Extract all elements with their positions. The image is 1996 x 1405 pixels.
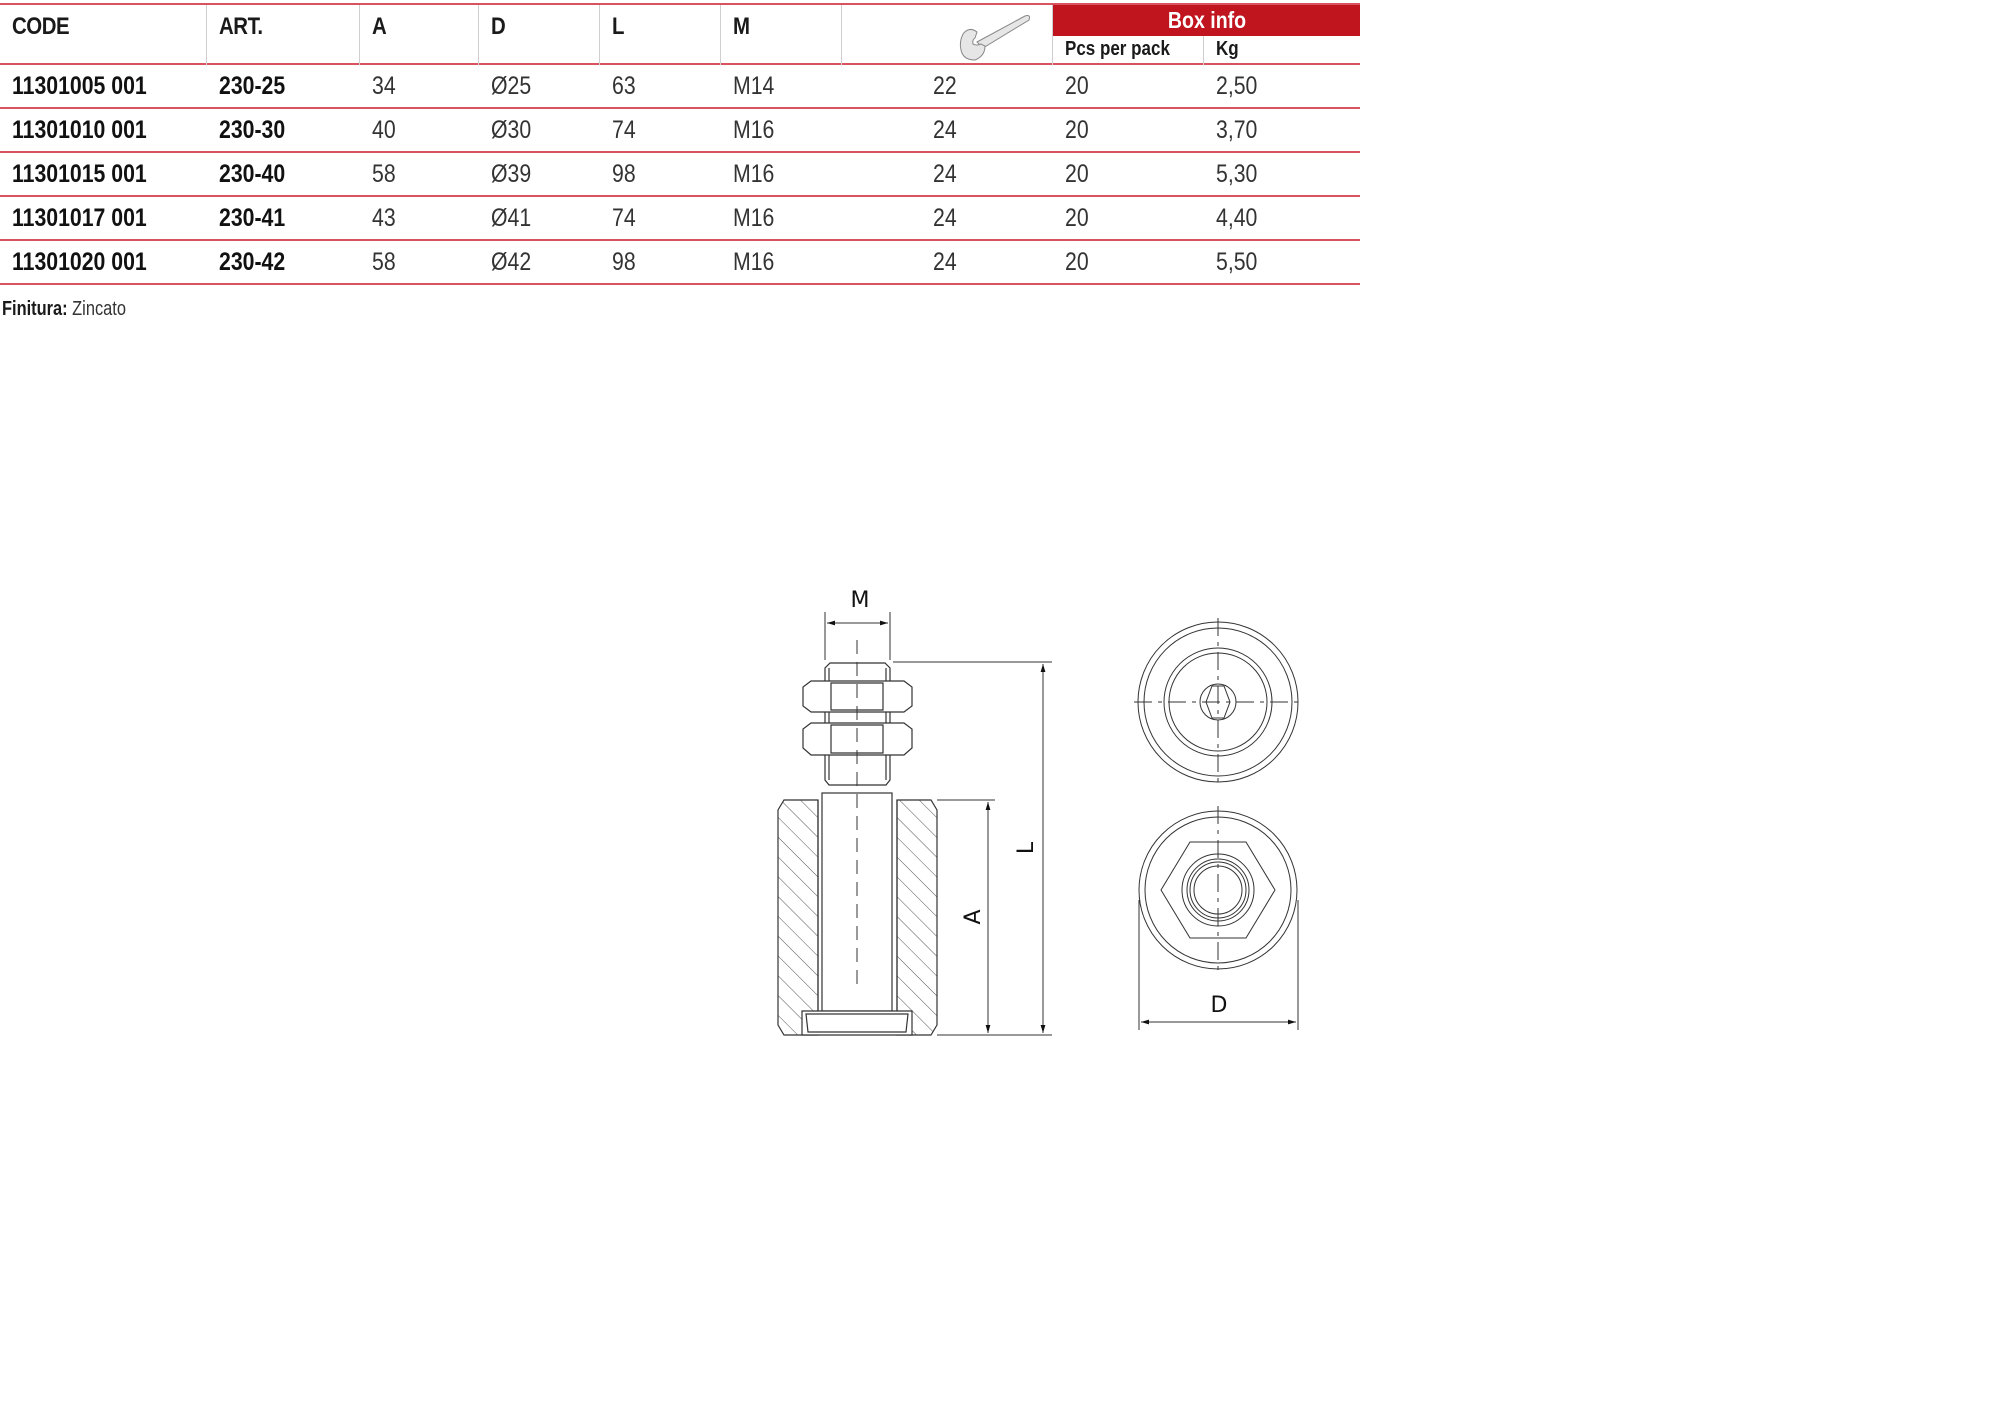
cell-wrench: 22 [933,72,957,100]
cell-a: 43 [372,204,396,232]
cell-art: 230-41 [219,204,286,232]
cell-a: 58 [372,248,396,276]
cell-code: 11301020 001 [12,248,147,276]
cell-m: M16 [733,204,775,232]
top-view [1134,618,1302,786]
cell-wrench: 24 [933,204,957,232]
cell-l: 98 [612,160,636,188]
cell-kg: 3,70 [1216,116,1258,144]
dim-label-l: L [1014,841,1039,855]
cell-wrench: 24 [933,160,957,188]
cell-a: 34 [372,72,396,100]
side-view [778,640,937,1035]
header-pcs-per-pack: Pcs per pack [1053,36,1204,65]
header-d: D [479,5,600,65]
cell-d: Ø41 [491,204,532,232]
cell-d: Ø42 [491,248,532,276]
cell-art: 230-30 [219,116,286,144]
cell-pcs: 20 [1065,204,1089,232]
cell-l: 98 [612,248,636,276]
dim-label-a: A [961,909,986,925]
box-info-title: Box info [1053,5,1360,36]
cell-d: Ø30 [491,116,532,144]
cell-kg: 4,40 [1216,204,1258,232]
cell-pcs: 20 [1065,72,1089,100]
cell-code: 11301017 001 [12,204,147,232]
cell-m: M16 [733,248,775,276]
cell-kg: 5,30 [1216,160,1258,188]
cell-l: 74 [612,116,636,144]
cell-code: 11301005 001 [12,72,147,100]
cell-d: Ø25 [491,72,532,100]
dim-label-m: M [850,588,870,613]
cell-kg: 2,50 [1216,72,1258,100]
cell-l: 63 [612,72,636,100]
cell-wrench: 24 [933,248,957,276]
cell-pcs: 20 [1065,160,1089,188]
cell-code: 11301015 001 [12,160,147,188]
cell-l: 74 [612,204,636,232]
cell-art: 230-40 [219,160,286,188]
cell-m: M16 [733,116,775,144]
cell-m: M14 [733,72,775,100]
cell-code: 11301010 001 [12,116,147,144]
cell-m: M16 [733,160,775,188]
header-code: CODE [0,5,207,65]
header-l: L [600,5,721,65]
cell-pcs: 20 [1065,248,1089,276]
cell-wrench: 24 [933,116,957,144]
cell-a: 58 [372,160,396,188]
finish-label: Finitura: [2,298,68,320]
cell-art: 230-25 [219,72,286,100]
finish-value: Zincato [72,298,126,320]
header-a: A [360,5,479,65]
header-art: ART. [207,5,360,65]
cell-a: 40 [372,116,396,144]
cell-pcs: 20 [1065,116,1089,144]
cell-d: Ø39 [491,160,532,188]
dim-label-d: D [1210,993,1228,1018]
header-kg: Kg [1216,38,1239,60]
header-m: M [721,5,842,65]
cell-kg: 5,50 [1216,248,1258,276]
cell-art: 230-42 [219,248,286,276]
